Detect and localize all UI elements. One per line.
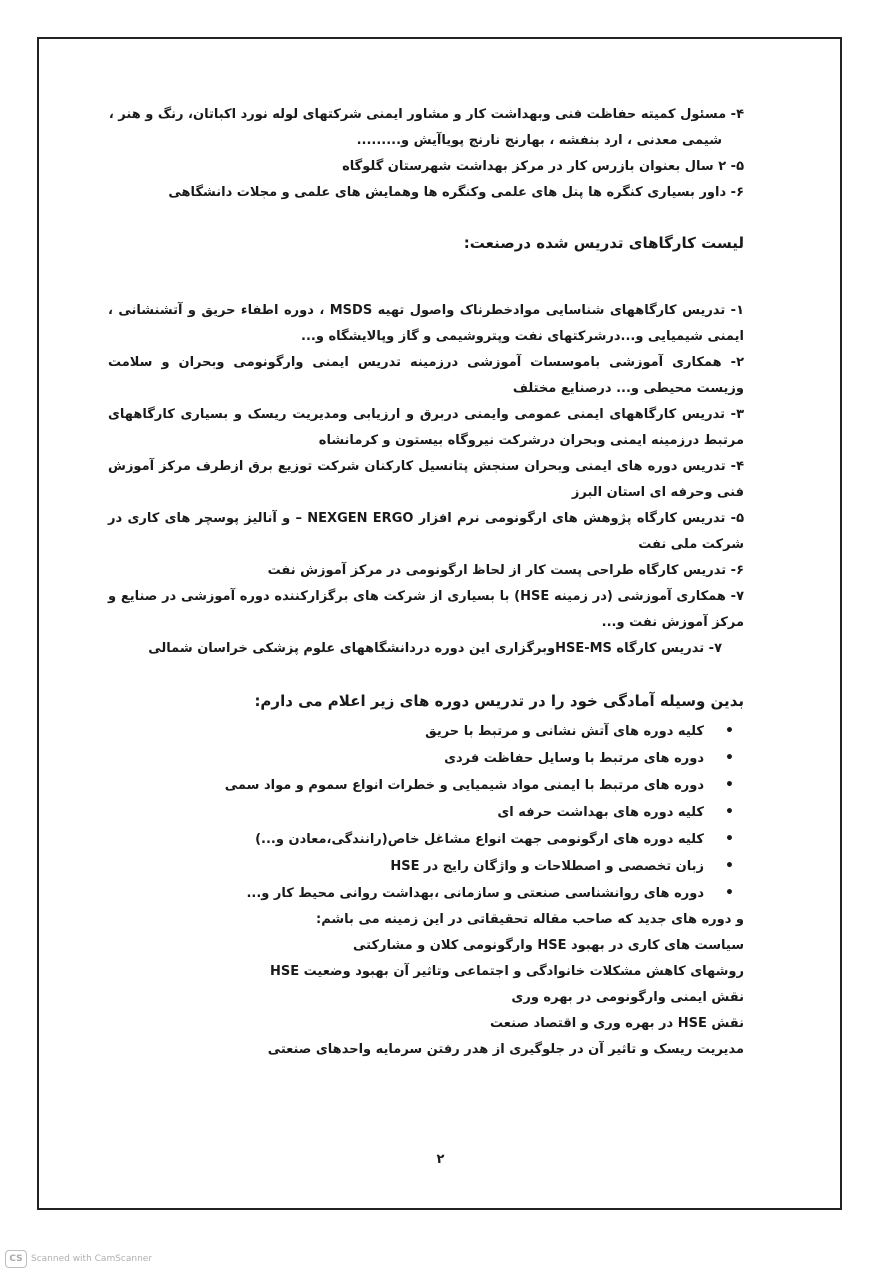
experience-item: ۶- داور بسیاری کنگره ها پنل های علمی وکنگره ها وهمایش های علمی و مجلات دانشگاهی — [168, 185, 744, 200]
course-item: • دوره های روانشناسی صنعتی و سازمانی ،بهداشت روانی محیط کار و... — [108, 880, 744, 907]
experience-item: شیمی معدنی ، ارد بنفشه ، بهارنج نارنج پویاآیش و......... — [356, 133, 722, 148]
workshops-list — [108, 298, 744, 662]
research-intro: و دوره های جدید که صاحب مقاله تحقیقاتی در این زمینه می باشم: — [316, 912, 744, 927]
document-body — [108, 102, 744, 1063]
workshop-item: ۷- تدریس کارگاه HSE-MSوبرگزاری این دوره دردانشگاههای علوم پزشکی خراسان شمالی — [148, 641, 722, 656]
research-topic: نقش HSE در بهره وری و اقتصاد صنعت — [490, 1016, 744, 1031]
scanner-watermark — [5, 1250, 152, 1268]
course-item: • کلیه دوره های بهداشت حرفه ای — [108, 799, 744, 826]
research-section — [108, 907, 744, 1063]
course-item: • دوره های مرتبط با وسایل حفاظت فردی — [108, 745, 744, 772]
workshop-item: ۷- همکاری آموزشی (در زمینه HSE) با بسیاری از شرکت های برگزارکننده دوره آموزشی در صنایع و مرکز آموزش نفت و... — [108, 589, 745, 630]
courses-list — [108, 718, 744, 907]
course-item: • زبان تخصصی و اصطلاحات و واژگان رایج در HSE — [108, 853, 744, 880]
experience-list — [108, 102, 744, 206]
camscanner-logo-icon: CS — [5, 1250, 27, 1268]
workshop-item: ۳- تدریس کارگاههای ایمنی عمومی وایمنی دربرق و ارزیابی ومدیریت ریسک و بسیاری کارگاههای مرتبط درزمینه ایمنی وبحران درشرکت نیروگاه بیستون و کرمانشاه — [108, 407, 744, 448]
research-topic: نقش ایمنی وارگونومی در بهره وری — [511, 990, 744, 1005]
experience-item: ۴- مسئول کمیته حفاظت فنی وبهداشت کار و مشاور ایمنی شرکتهای لوله نورد اکباتان، رنگ و هنر ، — [108, 107, 744, 122]
scanner-text: Scanned with CamScanner — [31, 1254, 153, 1264]
declaration-heading: بدین وسیله آمادگی خود را در تدریس دوره های زیر اعلام می دارم: — [254, 692, 744, 710]
research-topic: روشهای کاهش مشکلات خانوادگی و اجتماعی وتاثیر آن بهبود وضعیت HSE — [270, 964, 744, 979]
course-item: • دوره های مرتبط با ایمنی مواد شیمیایی و خطرات انواع سموم و مواد سمی — [108, 772, 744, 799]
course-item: • کلیه دوره های ارگونومی جهت انواع مشاغل خاص(رانندگی،معادن و...) — [108, 826, 744, 853]
workshop-item: ۴- تدریس دوره های ایمنی وبحران سنجش پتانسیل کارکنان شرکت توزیع برق ازطرف مرکز آموزش فنی وحرفه ای استان البرز — [108, 459, 744, 500]
research-topic: سیاست های کاری در بهبود HSE وارگونومی کلان و مشارکتی — [352, 938, 744, 953]
research-topic: مدیریت ریسک و تاثیر آن در جلوگیری از هدر رفتن سرمایه واحدهای صنعتی — [267, 1042, 744, 1057]
workshop-item: ۶- تدریس کارگاه طراحی پست کار از لحاظ ارگونومی در مرکز آموزش نفت — [267, 563, 744, 578]
workshops-heading: لیست کارگاهای تدریس شده درصنعت: — [463, 234, 744, 252]
course-item: • کلیه دوره های آتش نشانی و مرتبط با حریق — [108, 718, 744, 745]
workshop-item: ۱- تدریس کارگاههای شناسایی موادخطرناک واصول تهیه MSDS ، دوره اطفاء حریق و آتشنشانی ، ایمنی شیمیایی و...درشرکتهای نفت وپتروشیمی و گاز وپالایشگاه و... — [108, 303, 744, 344]
workshop-item: ۵- تدریس کارگاه پژوهش های ارگونومی نرم افزار NEXGEN ERGO – و آنالیز پوسچر های کاری در شرکت ملی نفت — [108, 511, 744, 552]
page-number: ۲ — [436, 1152, 445, 1167]
experience-item: ۵- ۲ سال بعنوان بازرس کار در مرکز بهداشت شهرستان گلوگاه — [342, 159, 744, 174]
workshop-item: ۲- همکاری آموزشی باموسسات آموزشی درزمینه تدریس ایمنی وارگونومی وبحران و سلامت وزیست محیطی و... درصنایع مختلف — [108, 355, 744, 396]
